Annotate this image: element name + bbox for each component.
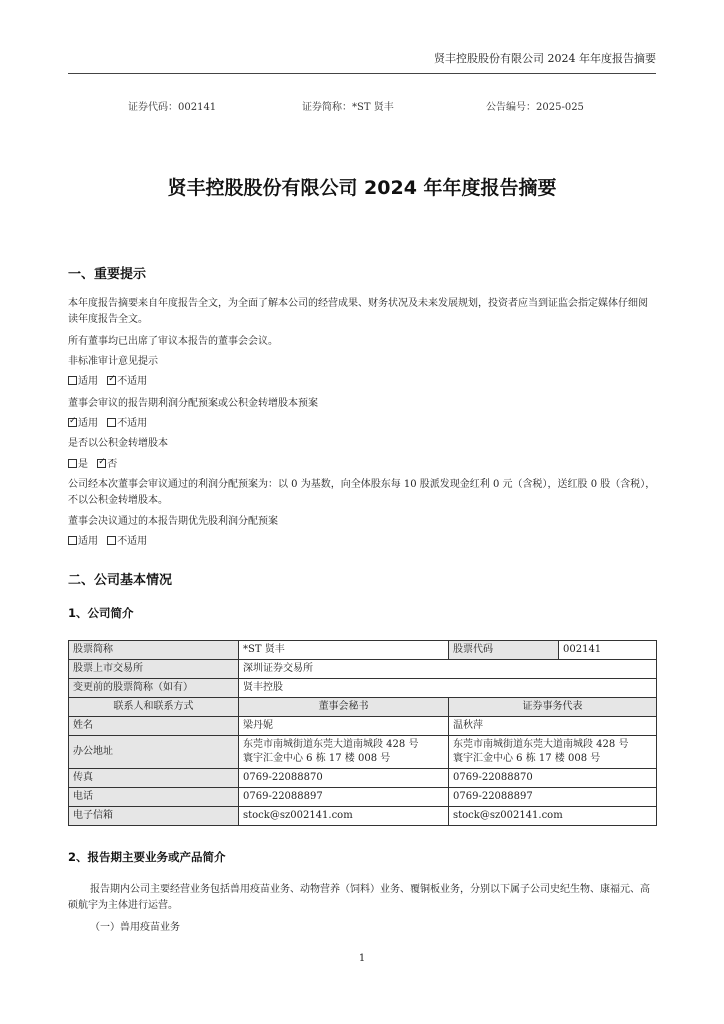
option-label: 不适用 [117,536,148,547]
section-2-heading: 二、公司基本情况 [68,573,173,588]
option-label: 适用 [78,536,98,547]
checkbox-not-applicable [107,536,116,545]
announcement-meta [0,98,724,112]
checkbox-not-applicable [107,418,116,427]
notice-number: 公告编号：2025-025 [486,102,584,113]
option-row-audit [68,374,656,390]
table-label: 电子信箱 [69,807,239,826]
paragraph-profit-distribution: 公司经本次董事会审议通过的利润分配预案为：以 0 为基数，向全体股东每 10 股派发现金红利 0 元（含税），送红股 0 股（含税），不以公积金转增股本。 [68,479,656,506]
option-label: 否 [107,459,118,470]
page-number: 1 [358,953,366,964]
table-cell: stock@sz002141.com [449,807,657,826]
checkbox-applicable [68,536,77,545]
option-label: 不适用 [117,376,148,387]
table-label: 办公地址 [69,736,239,769]
option-row-profit-plan [68,416,656,432]
securities-abbr: 证券简称：*ST 贤丰 [302,102,394,113]
paragraph-audit-opinion: 非标准审计意见提示 [68,356,158,367]
table-cell: 002141 [559,641,657,660]
company-info-table [68,640,657,826]
table-cell: 深圳证券交易所 [239,660,657,679]
table-row [69,641,657,660]
table-row [69,698,657,717]
address-line: 寰宇汇金中心 6 栋 17 楼 008 号 [243,753,391,764]
table-label: 股票代码 [449,641,559,660]
table-row [69,717,657,736]
table-cell: 0769-22088870 [449,769,657,788]
paragraph-directors-attendance: 所有董事均已出席了审议本报告的董事会会议。 [68,336,278,347]
company-profile-heading: 1、公司简介 [68,606,134,620]
table-cell: 0769-22088870 [239,769,449,788]
option-label: 适用 [78,376,98,387]
paragraph-preferred-stock: 董事会决议通过的本报告期优先股利润分配预案 [68,516,278,527]
securities-code: 证券代码：002141 [128,102,217,113]
option-row-capital-reserve [68,457,656,473]
checkbox-applicable-checked [68,418,77,427]
table-label: 股票简称 [69,641,239,660]
section-1-heading: 一、重要提示 [68,267,147,282]
table-label: 姓名 [69,717,239,736]
running-header [68,50,656,74]
paragraph-profit-plan: 董事会审议的报告期利润分配预案或公积金转增股本预案 [68,398,318,409]
table-row [69,769,657,788]
paragraph-capital-reserve: 是否以公积金转增股本 [68,438,168,449]
table-row [69,788,657,807]
table-cell: stock@sz002141.com [239,807,449,826]
paragraph-report-source: 本年度报告摘要来自年度报告全文，为全面了解本公司的经营成果、财务状况及未来发展规划，投资者应当到证监会指定媒体仔细阅读年度报告全文。 [68,298,648,325]
table-row [69,679,657,698]
checkbox-not-applicable-checked [107,376,116,385]
table-row [69,807,657,826]
running-title: 贤丰控股股份有限公司 2024 年年度报告摘要 [434,52,656,65]
option-row-preferred-stock [68,534,656,550]
table-label: 股票上市交易所 [69,660,239,679]
address-line: 东莞市南城街道东莞大道南城段 428 号 [453,739,629,750]
table-label: 传真 [69,769,239,788]
document-title: 贤丰控股股份有限公司 2024 年年度报告摘要 [167,177,557,199]
option-label: 不适用 [117,418,148,429]
table-label: 董事会秘书 [239,698,449,717]
table-row [69,660,657,679]
table-cell: *ST 贤丰 [239,641,449,660]
table-label: 变更前的股票简称（如有） [69,679,239,698]
table-cell: 0769-22088897 [449,788,657,807]
table-label: 联系人和联系方式 [69,698,239,717]
paragraph-vaccine-business: （一）兽用疫苗业务 [90,922,180,933]
table-cell: 贤丰控股 [239,679,657,698]
table-cell [449,736,657,769]
checkbox-applicable [68,376,77,385]
table-cell: 温秋萍 [449,717,657,736]
table-row [69,736,657,769]
address-line: 东莞市南城街道东莞大道南城段 428 号 [243,739,419,750]
table-label: 证券事务代表 [449,698,657,717]
option-label: 适用 [78,418,98,429]
table-label: 电话 [69,788,239,807]
checkbox-yes [68,459,77,468]
table-cell: 0769-22088897 [239,788,449,807]
table-cell: 梁丹妮 [239,717,449,736]
option-label: 是 [78,459,88,470]
checkbox-no-checked [97,459,106,468]
table-cell [239,736,449,769]
paragraph-main-business: 报告期内公司主要经营业务包括兽用疫苗业务、动物营养（饲料）业务、覆铜板业务，分别以下属子公司史纪生物、康福元、高硕航宇为主体进行运营。 [68,884,650,911]
main-business-heading: 2、报告期主要业务或产品简介 [68,850,226,864]
address-line: 寰宇汇金中心 6 栋 17 楼 008 号 [453,753,601,764]
